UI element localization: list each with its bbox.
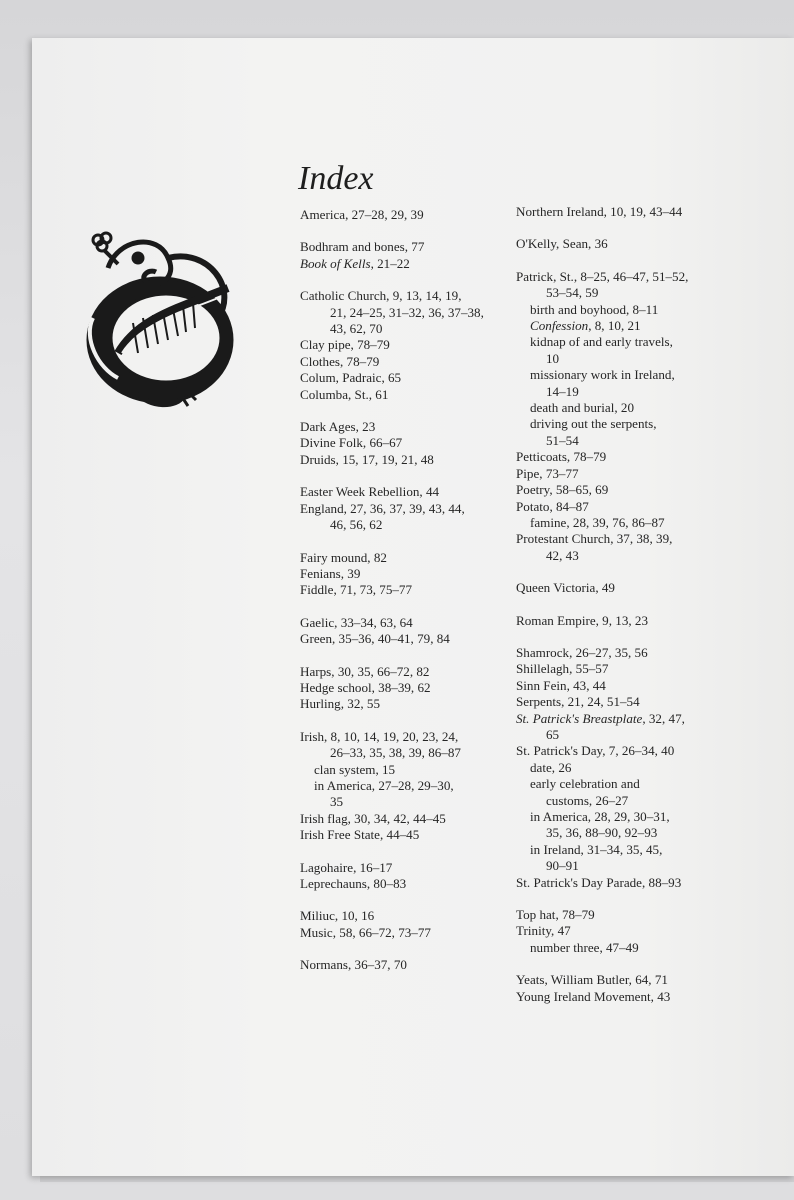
index-entry-text: Shamrock, 26–27, 35, 56 xyxy=(516,644,648,660)
index-entry xyxy=(300,827,510,843)
index-entry xyxy=(516,645,746,661)
index-entry-text: 51–54 xyxy=(546,432,579,448)
index-entry-text: early celebration and xyxy=(530,776,640,792)
index-entry xyxy=(516,858,746,874)
index-entry xyxy=(516,482,746,498)
index-entry xyxy=(516,776,746,792)
index-entry xyxy=(300,615,510,631)
index-entry-text: Clothes, 78–79 xyxy=(300,353,380,369)
index-entry xyxy=(516,842,746,858)
index-entry-text: Patrick, St., 8–25, 46–47, 51–52, xyxy=(516,268,689,284)
index-entry xyxy=(300,778,510,794)
index-entry xyxy=(300,501,510,517)
index-entry-text: Serpents, 21, 24, 51–54 xyxy=(516,694,640,710)
index-entry xyxy=(300,354,510,370)
index-entry-text: Druids, 15, 17, 19, 21, 48 xyxy=(300,451,434,467)
index-entry-text: in Ireland, 31–34, 35, 45, xyxy=(530,841,663,857)
index-entry-text: 42, 43 xyxy=(546,547,579,563)
index-entry-text: Gaelic, 33–34, 63, 64 xyxy=(300,614,413,630)
index-entry xyxy=(300,435,510,451)
index-entry-pages: , 21–22 xyxy=(370,255,410,271)
index-entry xyxy=(516,400,746,416)
index-entry xyxy=(300,745,510,761)
index-entry xyxy=(516,433,746,449)
index-entry-text: Bodhram and bones, 77 xyxy=(300,239,425,255)
index-entry-text: kidnap of and early travels, xyxy=(530,334,673,350)
index-entry-text: customs, 26–27 xyxy=(546,792,629,808)
index-entry-text: missionary work in Ireland, xyxy=(530,367,675,383)
index-entry-text: number three, 47–49 xyxy=(530,939,639,955)
index-entry-text: Hurling, 32, 55 xyxy=(300,696,381,712)
index-entry xyxy=(300,337,510,353)
index-entry-text: in America, 27–28, 29–30, xyxy=(314,777,454,793)
index-entry-text: 53–54, 59 xyxy=(546,285,599,301)
index-entry xyxy=(516,515,746,531)
index-entry-text: Northern Ireland, 10, 19, 43–44 xyxy=(516,204,683,219)
index-entry-text: Green, 35–36, 40–41, 79, 84 xyxy=(300,631,450,647)
index-entry-text: Irish, 8, 10, 14, 19, 20, 23, 24, xyxy=(300,728,459,744)
index-entry-text: 46, 56, 62 xyxy=(330,517,383,533)
index-entry-text: death and burial, 20 xyxy=(530,400,634,416)
index-entry-text: Irish flag, 30, 34, 42, 44–45 xyxy=(300,810,446,826)
index-entry-text: Miliuc, 10, 16 xyxy=(300,908,375,924)
index-entry-text: birth and boyhood, 8–11 xyxy=(530,301,659,317)
index-entry-text: America, 27–28, 29, 39 xyxy=(300,207,424,222)
index-entry xyxy=(516,727,746,743)
index-entry-text: Protestant Church, 37, 38, 39, xyxy=(516,531,673,547)
index-entry-text: Fenians, 39 xyxy=(300,565,361,581)
index-entry-text: Clay pipe, 78–79 xyxy=(300,337,390,353)
index-entry xyxy=(516,548,746,564)
index-entry xyxy=(300,305,510,321)
index-entry xyxy=(516,384,746,400)
index-entry-text: Confession xyxy=(530,318,589,334)
index-entry xyxy=(300,419,510,435)
index-entry xyxy=(300,256,510,272)
index-entry-pages: , 32, 47, xyxy=(642,710,685,726)
index-entry xyxy=(516,236,746,252)
index-entry-text: Normans, 36–37, 70 xyxy=(300,957,407,973)
index-entry xyxy=(300,696,510,712)
index-entry-text: Shillelagh, 55–57 xyxy=(516,661,609,677)
index-entry xyxy=(300,729,510,745)
index-entry xyxy=(300,957,510,973)
index-entry xyxy=(300,631,510,647)
index-entry-text: 35 xyxy=(330,794,344,810)
index-entry-text: Columba, St., 61 xyxy=(300,386,389,402)
index-entry xyxy=(300,680,510,696)
index-entry xyxy=(300,582,510,598)
index-entry-text: Yeats, William Butler, 64, 71 xyxy=(516,972,668,988)
index-entry xyxy=(516,531,746,547)
index-entry xyxy=(300,387,510,403)
index-entry xyxy=(516,318,746,334)
index-entry xyxy=(516,923,746,939)
celtic-initial-ornament-icon xyxy=(78,228,246,413)
index-entry xyxy=(516,989,746,1005)
index-entry-pages: , 8, 10, 21 xyxy=(588,318,641,334)
index-entry xyxy=(300,908,510,924)
index-entry xyxy=(300,811,510,827)
index-entry xyxy=(300,876,510,892)
index-entry xyxy=(516,940,746,956)
index-entry-text: Harps, 30, 35, 66–72, 82 xyxy=(300,663,430,679)
index-entry xyxy=(516,204,746,220)
index-entry-text: O'Kelly, Sean, 36 xyxy=(516,236,608,252)
index-entry-text: Sinn Fein, 43, 44 xyxy=(516,677,606,693)
index-entry-text: Top hat, 78–79 xyxy=(516,907,595,923)
index-entry-text: Colum, Padraic, 65 xyxy=(300,370,402,386)
index-entry-text: 21, 24–25, 31–32, 36, 37–38, xyxy=(330,304,484,320)
index-entry xyxy=(516,825,746,841)
index-entry-text: Trinity, 47 xyxy=(516,923,571,939)
index-entry-text: date, 26 xyxy=(530,759,572,775)
index-entry xyxy=(300,452,510,468)
index-entry xyxy=(516,972,746,988)
index-entry-text: 14–19 xyxy=(546,383,579,399)
index-entry-text: Pipe, 73–77 xyxy=(516,465,579,481)
index-entry-text: 35, 36, 88–90, 92–93 xyxy=(546,825,658,841)
index-entry xyxy=(516,367,746,383)
index-entry xyxy=(300,925,510,941)
index-entry xyxy=(300,762,510,778)
index-entry xyxy=(300,370,510,386)
index-entry xyxy=(300,321,510,337)
index-entry-text: 26–33, 35, 38, 39, 86–87 xyxy=(330,745,461,761)
index-entry-text: Book of Kells xyxy=(300,255,371,271)
index-entry xyxy=(300,550,510,566)
index-entry xyxy=(516,416,746,432)
index-entry xyxy=(300,288,510,304)
index-entry-text: 43, 62, 70 xyxy=(330,321,383,337)
index-entry-text: 90–91 xyxy=(546,858,579,874)
index-entry xyxy=(300,517,510,533)
index-entry xyxy=(516,351,746,367)
index-entry-text: Poetry, 58–65, 69 xyxy=(516,482,609,498)
index-entry xyxy=(300,860,510,876)
index-entry-text: Lagohaire, 16–17 xyxy=(300,859,393,875)
index-entry-text: in America, 28, 29, 30–31, xyxy=(530,809,670,824)
index-entry-text: St. Patrick's Day, 7, 26–34, 40 xyxy=(516,743,675,759)
index-column-left xyxy=(300,207,510,974)
page-title: Index xyxy=(298,160,374,197)
index-entry xyxy=(300,207,510,223)
index-entry xyxy=(516,793,746,809)
index-entry xyxy=(516,711,746,727)
index-entry-text: Easter Week Rebellion, 44 xyxy=(300,484,440,500)
index-entry xyxy=(300,484,510,500)
index-entry-text: Petticoats, 78–79 xyxy=(516,449,607,465)
index-entry xyxy=(516,466,746,482)
index-entry xyxy=(516,661,746,677)
index-entry-text: St. Patrick's Day Parade, 88–93 xyxy=(516,874,682,890)
index-entry xyxy=(516,809,746,825)
index-entry-text: 10 xyxy=(546,350,560,366)
index-entry xyxy=(516,760,746,776)
index-entry xyxy=(516,334,746,350)
index-entry xyxy=(516,613,746,629)
index-entry-text: Irish Free State, 44–45 xyxy=(300,827,420,843)
index-entry-text: Leprechauns, 80–83 xyxy=(300,876,407,891)
index-entry-text: Fiddle, 71, 73, 75–77 xyxy=(300,582,413,598)
index-entry-text: Music, 58, 66–72, 73–77 xyxy=(300,924,431,940)
index-entry xyxy=(516,499,746,515)
index-entry xyxy=(516,580,746,596)
index-entry xyxy=(516,302,746,318)
index-entry-text: Young Ireland Movement, 43 xyxy=(516,988,671,1004)
index-entry-text: Potato, 84–87 xyxy=(516,498,589,514)
index-entry-text: Dark Ages, 23 xyxy=(300,419,376,435)
index-entry-text: 65 xyxy=(546,726,560,742)
index-entry-text: Divine Folk, 66–67 xyxy=(300,435,403,451)
index-entry xyxy=(516,694,746,710)
index-entry xyxy=(516,269,746,285)
index-column-right xyxy=(516,204,746,1005)
index-entry-text: Queen Victoria, 49 xyxy=(516,580,615,596)
index-entry xyxy=(516,875,746,891)
index-entry xyxy=(516,907,746,923)
index-entry-text: famine, 28, 39, 76, 86–87 xyxy=(530,514,665,530)
index-entry-text: driving out the serpents, xyxy=(530,416,657,432)
index-entry-text: Fairy mound, 82 xyxy=(300,549,387,565)
index-entry-text: Hedge school, 38–39, 62 xyxy=(300,679,431,695)
index-entry-text: England, 27, 36, 37, 39, 43, 44, xyxy=(300,500,465,516)
index-entry xyxy=(516,743,746,759)
index-entry xyxy=(300,794,510,810)
index-entry xyxy=(300,239,510,255)
index-entry xyxy=(300,566,510,582)
index-entry xyxy=(516,678,746,694)
index-entry-text: clan system, 15 xyxy=(314,761,396,777)
index-entry xyxy=(516,449,746,465)
index-entry xyxy=(300,664,510,680)
index-entry-text: St. Patrick's Breastplate xyxy=(516,710,643,726)
index-entry-text: Catholic Church, 9, 13, 14, 19, xyxy=(300,288,462,304)
index-entry-text: Roman Empire, 9, 13, 23 xyxy=(516,612,649,628)
index-entry xyxy=(516,285,746,301)
